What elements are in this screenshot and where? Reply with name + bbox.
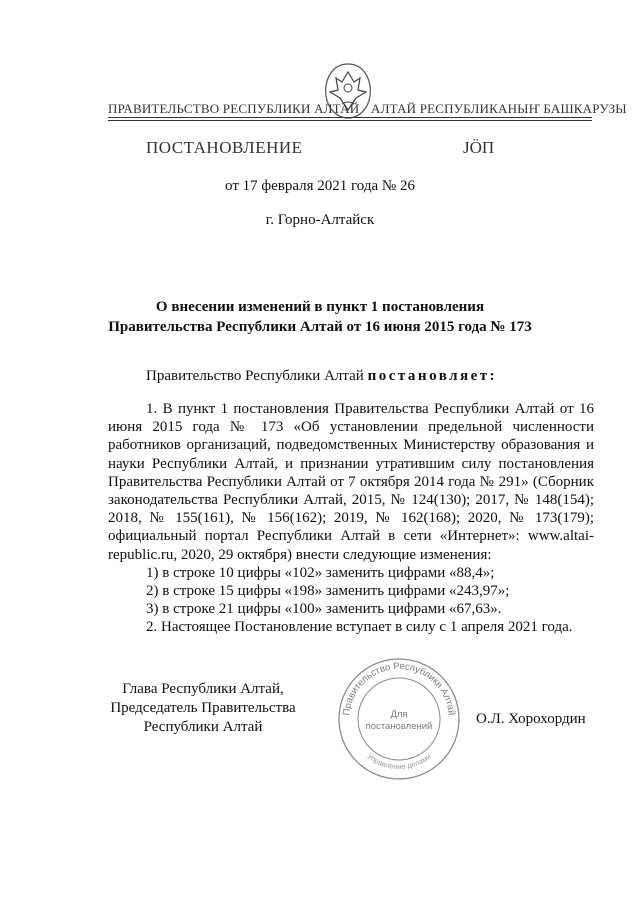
sub-item-2: 2) в строке 15 цифры «198» заменить цифрами «243,97»; <box>146 583 510 600</box>
stamp-center-line-2: постановлений <box>365 721 433 732</box>
decree-line <box>146 368 497 385</box>
document-city: г. Горно-Алтайск <box>265 212 375 228</box>
decree-subject: Правительство Республики Алтай <box>146 368 364 384</box>
stamp-center-line-1: Для <box>390 709 408 720</box>
decree-verb: постановляет: <box>367 368 498 384</box>
stamp-ring-text-bottom: Управление делами <box>365 751 433 772</box>
sub-item-1: 1) в строке 10 цифры «102» заменить цифрами «88,4»; <box>146 564 495 581</box>
signatory-name: О.Л. Хорохордин <box>476 711 586 727</box>
svg-text:Правительство Республики Алтай <box>341 661 457 716</box>
header-rule-thin <box>108 120 592 121</box>
official-stamp <box>336 656 462 782</box>
header-rule-thick <box>108 117 592 118</box>
stamp-ring-text: Правительство Республики Алтай <box>341 660 457 717</box>
doc-type-russian: ПОСТАНОВЛЕНИЕ <box>146 138 303 157</box>
signatory-position <box>108 680 298 737</box>
paragraph-1: 1. В пункт 1 постановления Правительства Республики Алтай от 16 июня 2015 года № 173 «Об установлении предельной численности работников организаций, подведомственных Министерству образования и науки Республики Алтай, и признании утратившим силу постановления Правительства Республики Алтай от 7 октября 2014 года № 291» (Сборник законодательства Республики Алтай, 2015, № 124(130); 2017, № 148(154); 2018, № 155(161), № 156(162); 2019, № 162(168); 2020, № 173(179); официальный портал Республики Алтай в сети «Интернет»: www.altai-republic.ru, 2020, 29 октября) внести следующие изменения: <box>108 401 594 563</box>
sub-item-3: 3) в строке 21 цифры «100» заменить цифрами «67,63». <box>146 601 502 618</box>
paragraph-2: 2. Настоящее Постановление вступает в силу с 1 апреля 2021 года. <box>146 619 573 636</box>
document-date: от 17 февраля 2021 года № 26 <box>225 178 415 194</box>
document-body <box>108 400 594 637</box>
doc-type-altai: ЈӦП <box>463 138 495 157</box>
position-line-2: Председатель Правительства <box>110 700 296 716</box>
position-line-3: Республики Алтай <box>143 719 263 735</box>
document-title <box>100 297 540 337</box>
title-line-1: О внесении изменений в пункт 1 постановления <box>155 299 485 315</box>
header-org-left: ПРАВИТЕЛЬСТВО РЕСПУБЛИКИ АЛТАЙ <box>108 101 360 116</box>
title-line-2: Правительства Республики Алтай от 16 июня 2015 года № 173 <box>108 319 532 335</box>
header-org-right: АЛТАЙ РЕСПУБЛИКАНЫҤ БАШКАРУЗЫ <box>371 101 627 116</box>
position-line-1: Глава Республики Алтай, <box>122 681 284 697</box>
svg-text:Управление делами <box>365 752 432 771</box>
